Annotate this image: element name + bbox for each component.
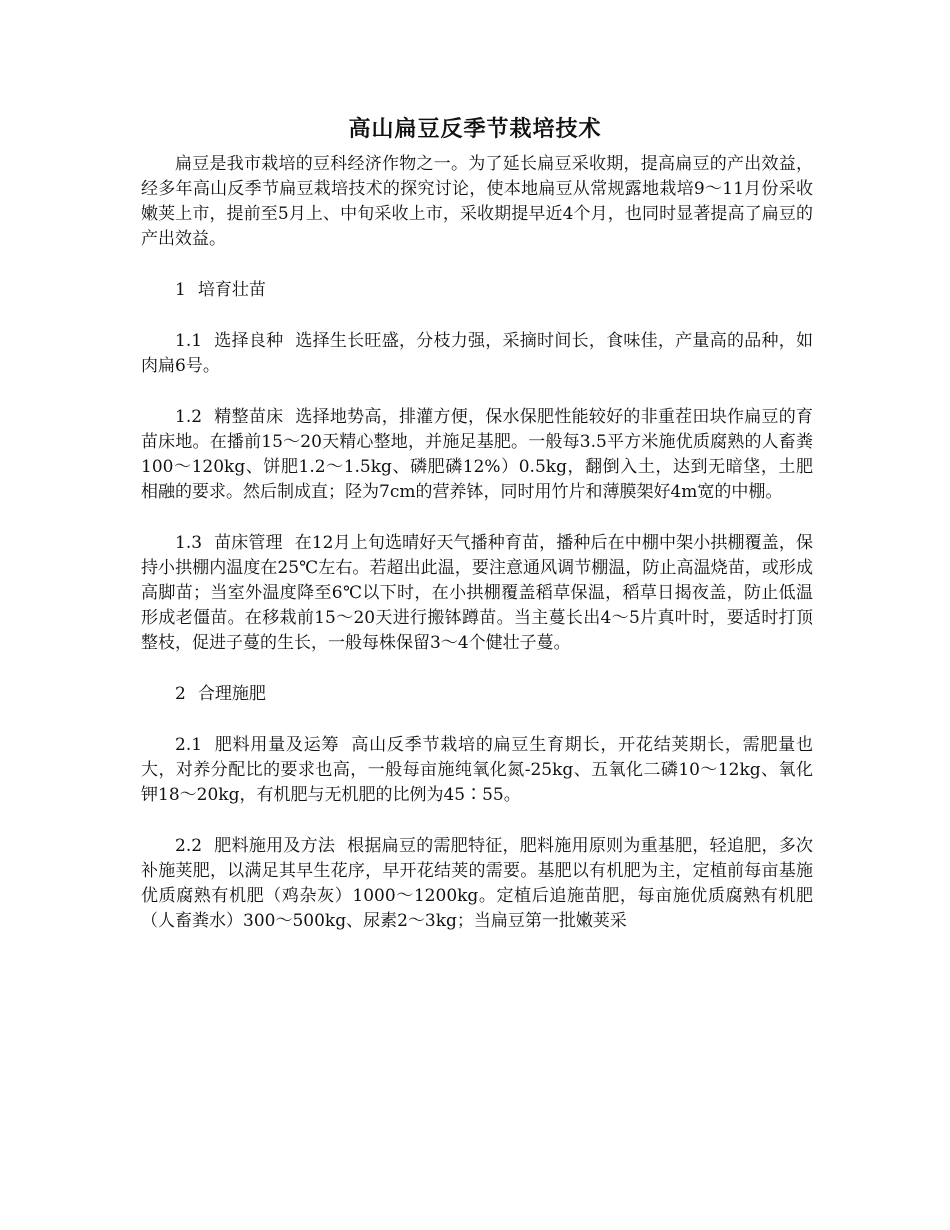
- subsection-text: 高山反季节栽培的扁豆生育期长，开花结荚期长，需肥量也大，对养分配比的要求也高，一般每亩施纯氧化氮-25kg、五氧化二磷10～12kg、氧化钾18～20kg，有机肥与无机肥的比例为45∶55。: [141, 735, 814, 805]
- subsection-title: 肥料施用及方法: [214, 836, 336, 856]
- section-title: 合理施肥: [197, 684, 266, 704]
- intro-paragraph: 扁豆是我市栽培的豆科经济作物之一。为了延长扁豆采收期，提高扁豆的产出效益，经多年高山反季节扁豆栽培技术的探究讨论，使本地扁豆从常规露地栽培9～11月份采收嫩荚上市，提前至5月上、中旬采收上市，采收期提早近4个月，也同时显著提高了扁豆的产出效益。: [141, 154, 813, 249]
- section-heading-1: [141, 278, 813, 303]
- subsection-number: 1.3: [175, 533, 203, 553]
- subsection-text: 选择生长旺盛，分枝力强，采摘时间长，食味佳，产量高的品种，如肉扁6号。: [141, 331, 814, 376]
- subsection-number: 2.2: [175, 836, 203, 856]
- subsection-2-2: [141, 834, 813, 934]
- section-number: 1: [175, 280, 186, 300]
- subsection-text: 根据扁豆的需肥特征，肥料施用原则为重基肥，轻追肥，多次补施荚肥，以满足其早生花序，早开花结荚的需要。基肥以有机肥为主，定植前每亩基施优质腐熟有机肥（鸡杂灰）1000～1200kg。定植后追施苗肥，每亩施优质腐熟有机肥（人畜粪水）300～500kg、尿素2～3kg；当扁豆第一批嫩荚采: [141, 836, 814, 931]
- subsection-text: 在12月上旬选晴好天气播种育苗，播种后在中棚中架小拱棚覆盖，保持小拱棚内温度在25℃左右。若超出此温，要注意通风调节棚温，防止高温烧苗，或形成高脚苗；当室外温度降至6℃以下时，在小拱棚覆盖稻草保温，稻草日揭夜盖，防止低温形成老僵苗。在移栽前15～20天进行搬钵蹲苗。当主蔓长出4～5片真叶时，要适时打顶整枝，促进子蔓的生长，一般每株保留3～4个健壮子蔓。: [141, 533, 813, 653]
- subsection-number: 2.1: [175, 735, 203, 755]
- subsection-title: 精整苗床: [214, 407, 284, 427]
- subsection-number: 1.1: [175, 331, 203, 351]
- section-title: 培育壮苗: [197, 280, 266, 300]
- section-number: 2: [175, 684, 186, 704]
- subsection-text: 选择地势高，排灌方便，保水保肥性能较好的非重茬田块作扁豆的育苗床地。在播前15～20天精心整地，并施足基肥。一般每3.5平方米施优质腐熟的人畜粪100～120kg、饼肥1.2～1.5kg、磷肥磷12%）0.5kg，翻倒入土，达到无暗垡，土肥相融的要求。然后制成直；陉为7cm的营养钵，同时用竹片和薄膜架好4m宽的中棚。: [141, 407, 814, 502]
- subsection-1-2: [141, 405, 813, 505]
- document-title: 高山扁豆反季节栽培技术: [348, 117, 602, 142]
- subsection-number: 1.2: [175, 407, 203, 427]
- subsection-title: 肥料用量及运筹: [214, 735, 340, 755]
- subsection-2-1: [141, 733, 813, 808]
- subsection-title: 选择良种: [214, 331, 284, 351]
- section-heading-2: [141, 682, 813, 707]
- subsection-title: 苗床管理: [214, 533, 283, 553]
- subsection-1-3: [141, 531, 813, 656]
- subsection-1-1: [141, 329, 813, 379]
- document-body: [141, 152, 813, 960]
